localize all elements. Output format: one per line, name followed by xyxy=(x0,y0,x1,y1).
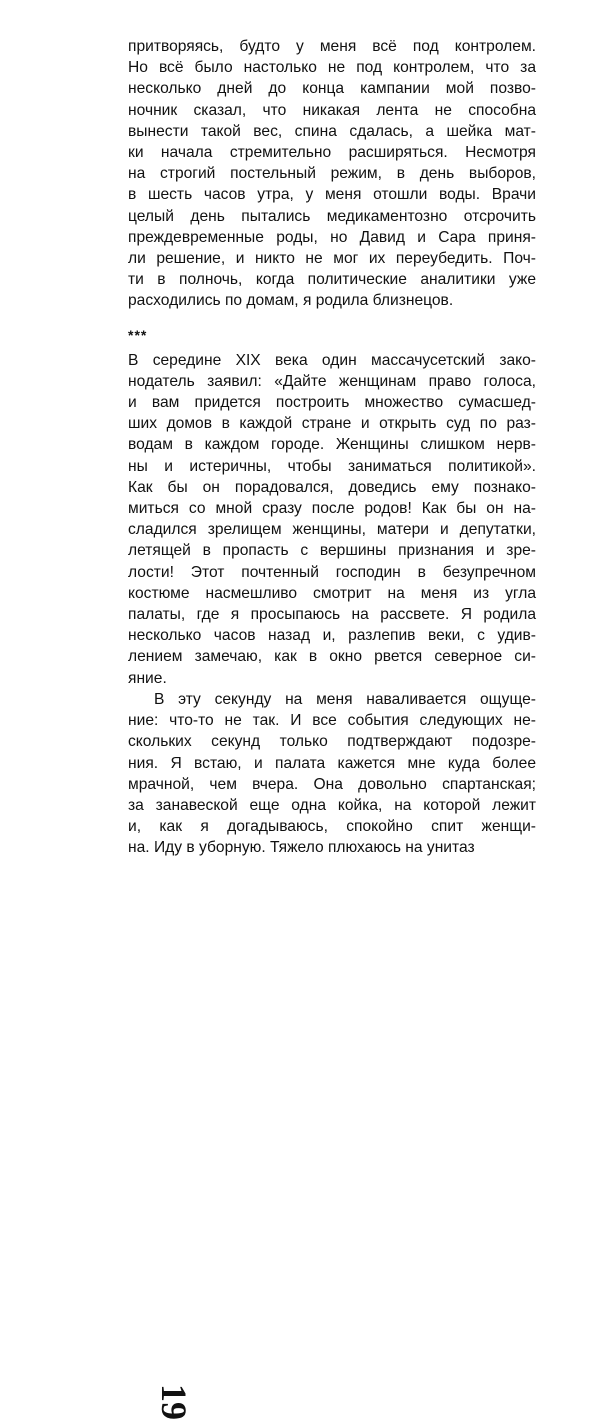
paragraph xyxy=(128,350,536,689)
text-line: на строгий постельный режим, в день выборов, xyxy=(128,165,536,183)
page-number-container xyxy=(100,690,194,1420)
text-line: костюме насмешливо смотрит на меня из угла xyxy=(128,584,536,602)
paragraph xyxy=(128,36,536,312)
body-text xyxy=(128,36,536,859)
text-line: лением замечаю, как в окно рвется северное си- xyxy=(128,648,536,666)
text-line: мрачной, чем вчера. Она довольно спартанская; xyxy=(128,775,536,793)
text-line: миться со мной сразу после родов! Как бы он на- xyxy=(128,500,536,518)
page-number: 19 xyxy=(154,1384,194,1420)
text-line: лости! Этот почтенный господин в безупречном xyxy=(128,563,536,581)
paragraph xyxy=(128,689,536,859)
text-line: на. Иду в уборную. Тяжело плюхаюсь на унитаз xyxy=(128,839,475,857)
text-line: ние: что-то не так. И все события следующих не- xyxy=(128,712,536,730)
text-line: и, как я догадываюсь, спокойно спит женщи- xyxy=(128,818,536,836)
text-line: водам в каждом городе. Женщины слишком нерв- xyxy=(128,436,536,454)
text-line: ночник сказал, что никакая лента не способна xyxy=(128,101,536,119)
text-line: нодатель заявил: «Дайте женщинам право голоса, xyxy=(128,372,536,390)
text-line: В середине XIX века один массачусетский зако- xyxy=(128,351,536,369)
text-line: яние. xyxy=(128,669,167,687)
text-line: вынести такой вес, спина сдалась, а шейка мат- xyxy=(128,122,536,140)
section-divider: *** xyxy=(128,326,148,343)
text-line: сладился зрелищем женщины, матери и депутатки, xyxy=(128,521,536,539)
paragraph-group-after-divider xyxy=(128,350,536,859)
text-line: летящей в пропасть с вершины признания и зре- xyxy=(128,542,536,560)
text-line: несколько дней до конца кампании мой позво- xyxy=(128,80,536,98)
text-line: в шесть часов утра, у меня отошли воды. Врачи xyxy=(128,186,536,204)
paragraph-group-before-divider xyxy=(128,36,536,312)
text-line: за занавеской еще одна койка, на которой лежит xyxy=(128,796,536,814)
text-line: В эту секунду на меня наваливается ощуще- xyxy=(154,690,536,708)
text-line: ти в полночь, когда политические аналитики уже xyxy=(128,271,536,289)
text-line: и вам придется построить множество сумасшед- xyxy=(128,394,536,412)
text-line: Но всё было настолько не под контролем, что за xyxy=(128,59,536,77)
text-line: несколько часов назад и, разлепив веки, с удив- xyxy=(128,627,536,645)
text-line: ки начала стремительно расширяться. Несмотря xyxy=(128,144,536,162)
text-line: палаты, где я просыпаюсь на рассвете. Я родила xyxy=(128,606,536,624)
text-line: скольких секунд только подтверждают подозре- xyxy=(128,733,536,751)
text-line: расходились по домам, я родила близнецов. xyxy=(128,292,454,310)
text-line: преждевременные роды, но Давид и Сара приня- xyxy=(128,228,536,246)
text-line: целый день пытались медикаментозно отсрочить xyxy=(128,207,536,225)
text-line: ны и истеричны, чтобы заниматься политикой». xyxy=(128,457,536,475)
text-line: Как бы он порадовался, доведись ему познако- xyxy=(128,478,536,496)
text-line: ших домов в каждой стране и открыть суд по раз- xyxy=(128,415,536,433)
text-line: ния. Я встаю, и палата кажется мне куда более xyxy=(128,754,536,772)
text-line: ли решение, и никто не мог их переубедить. Поч- xyxy=(128,250,536,268)
text-line: притворяясь, будто у меня всё под контролем. xyxy=(128,38,536,55)
